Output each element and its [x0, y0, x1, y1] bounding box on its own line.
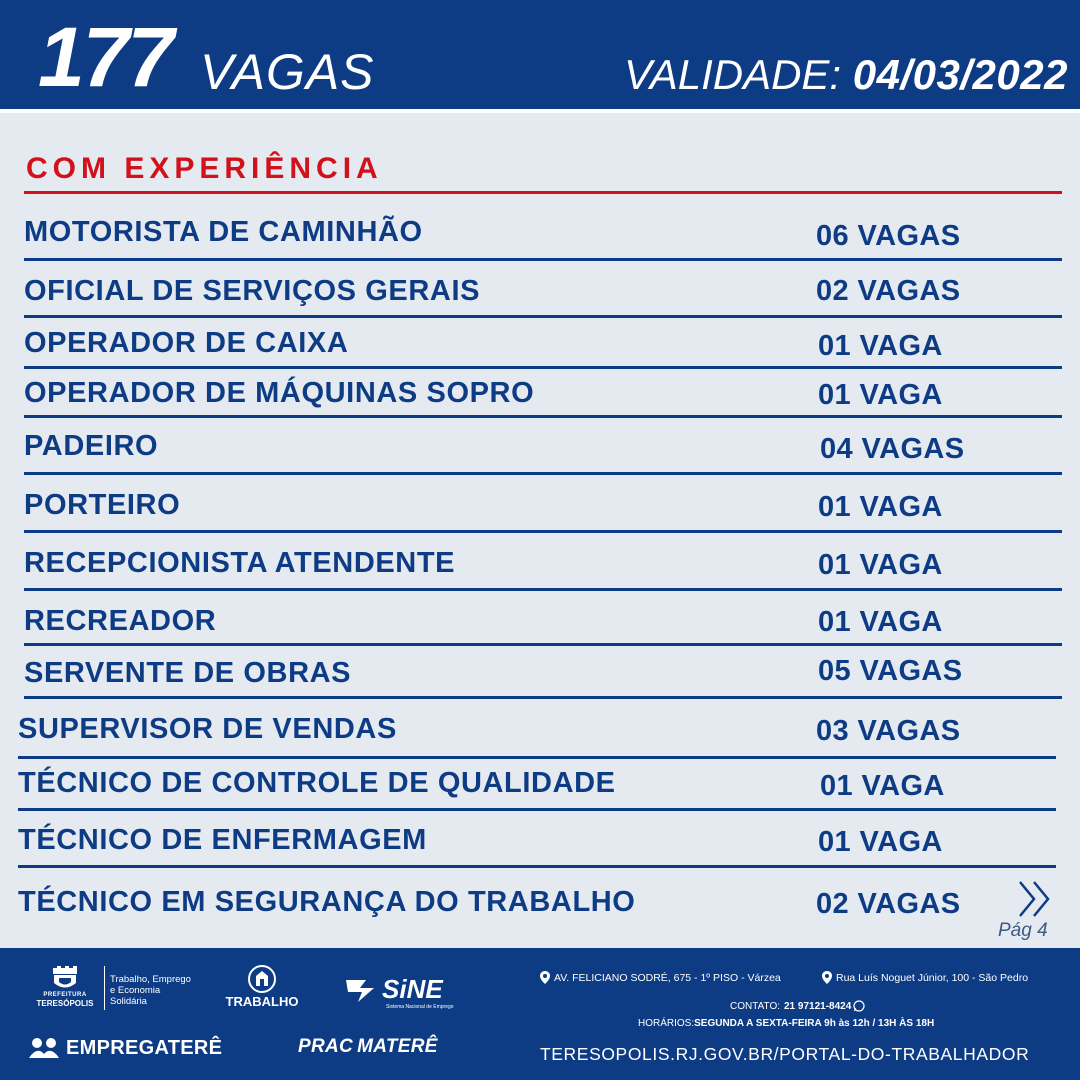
pracamatere-wordmark: PRAC MATERÊ — [298, 1036, 438, 1057]
job-title: TÉCNICO DE CONTROLE DE QUALIDADE — [18, 767, 616, 799]
pracamatere-logo — [298, 1036, 438, 1058]
empregatere-wordmark: EMPREGATERÊ — [66, 1036, 223, 1059]
address-1-text: AV. FELICIANO SODRÉ, 675 - 1º PISO - Várzea — [554, 971, 781, 984]
job-vacancies: 03 VAGAS — [816, 715, 961, 747]
job-vacancies: 02 VAGAS — [816, 275, 961, 307]
header-banner — [0, 0, 1080, 113]
contact-number[interactable]: 21 97121-8424 — [784, 1000, 852, 1012]
vacancy-total: 177 — [38, 10, 173, 104]
row-divider — [18, 865, 1056, 868]
prefeitura-small: PREFEITURA — [43, 992, 87, 998]
job-title: RECREADOR — [24, 605, 217, 637]
row-divider — [24, 643, 1062, 646]
sine-wordmark: SiNE — [382, 974, 443, 1004]
job-title: OPERADOR DE CAIXA — [24, 327, 349, 359]
vacancy-total-label: VAGAS — [200, 44, 375, 100]
job-title: PADEIRO — [24, 430, 159, 462]
trabalho-name: TRABALHO — [225, 994, 299, 1009]
job-vacancies: 02 VAGAS — [816, 888, 961, 920]
row-divider — [24, 588, 1062, 591]
job-title: OFICIAL DE SERVIÇOS GERAIS — [24, 275, 481, 307]
trabalho-logo — [224, 964, 300, 1010]
job-title: PORTEIRO — [24, 489, 181, 521]
prefeitura-name: TERESÓPOLIS — [36, 999, 94, 1008]
row-divider — [18, 808, 1056, 811]
row-divider — [24, 366, 1062, 369]
row-divider — [24, 696, 1062, 699]
job-vacancies: 01 VAGA — [818, 491, 943, 523]
row-divider — [24, 415, 1062, 418]
row-divider — [24, 258, 1062, 261]
job-title: OPERADOR DE MÁQUINAS SOPRO — [24, 377, 535, 409]
department-line: e Economia — [110, 985, 161, 996]
job-vacancies: 01 VAGA — [818, 330, 943, 362]
hours-label: HORÁRIOS: — [638, 1018, 695, 1029]
job-title: SUPERVISOR DE VENDAS — [18, 713, 397, 745]
validity-label: VALIDADE: — [624, 51, 842, 98]
contact — [730, 1000, 865, 1012]
job-vacancies: 04 VAGAS — [820, 433, 965, 465]
job-vacancies: 01 VAGA — [818, 826, 943, 858]
logo-divider — [104, 966, 105, 1010]
job-vacancies: 01 VAGA — [818, 606, 943, 638]
empregatere-logo — [28, 1033, 222, 1063]
handshake-icon — [28, 1036, 60, 1060]
page-label: Pág 4 — [998, 920, 1048, 941]
trabalho-emblem-icon — [247, 964, 277, 994]
opening-hours — [638, 1018, 934, 1029]
job-title: RECEPCIONISTA ATENDENTE — [24, 547, 456, 579]
map-pin-icon — [822, 971, 832, 984]
row-divider — [24, 315, 1062, 318]
department-line: Trabalho, Emprego — [110, 974, 191, 985]
job-vacancies: 06 VAGAS — [816, 220, 961, 252]
job-title: MOTORISTA DE CAMINHÃO — [24, 216, 423, 248]
job-vacancies: 05 VAGAS — [818, 655, 963, 687]
contact-label: CONTATO: — [730, 1000, 780, 1012]
city-crest-icon — [50, 964, 80, 992]
job-vacancies: 01 VAGA — [818, 379, 943, 411]
row-divider — [18, 756, 1056, 759]
whatsapp-icon — [853, 1000, 865, 1012]
department-line: Solidária — [110, 996, 147, 1007]
address-1 — [540, 971, 781, 984]
address-2 — [822, 971, 1028, 984]
double-chevron-right-icon[interactable] — [1016, 878, 1056, 920]
job-title: TÉCNICO DE ENFERMAGEM — [18, 824, 427, 856]
job-vacancies: 01 VAGA — [820, 770, 945, 802]
validity-date: 04/03/2022 — [852, 51, 1068, 98]
prefeitura-logo — [22, 964, 108, 1014]
validity — [624, 47, 1068, 103]
sine-subtitle: Sistema Nacional de Emprego — [386, 1004, 454, 1010]
job-title: TÉCNICO EM SEGURANÇA DO TRABALHO — [18, 886, 636, 918]
job-title: SERVENTE DE OBRAS — [24, 657, 352, 689]
department-name — [110, 974, 220, 1007]
address-2-text: Rua Luís Noguet Júnior, 100 - São Pedro — [836, 971, 1029, 984]
section-title: COM EXPERIÊNCIA — [26, 152, 383, 185]
sine-mark-icon — [344, 974, 378, 1004]
row-divider — [24, 472, 1062, 475]
row-divider — [24, 530, 1062, 533]
section-divider — [24, 191, 1062, 194]
job-vacancies: 01 VAGA — [818, 549, 943, 581]
hours-value: SEGUNDA A SEXTA-FEIRA 9h às 12h / 13H ÀS 18H — [694, 1018, 935, 1029]
sine-logo — [344, 974, 464, 1014]
portal-link[interactable]: TERESOPOLIS.RJ.GOV.BR/PORTAL-DO-TRABALHADOR — [540, 1044, 1030, 1064]
map-pin-icon — [540, 971, 550, 984]
